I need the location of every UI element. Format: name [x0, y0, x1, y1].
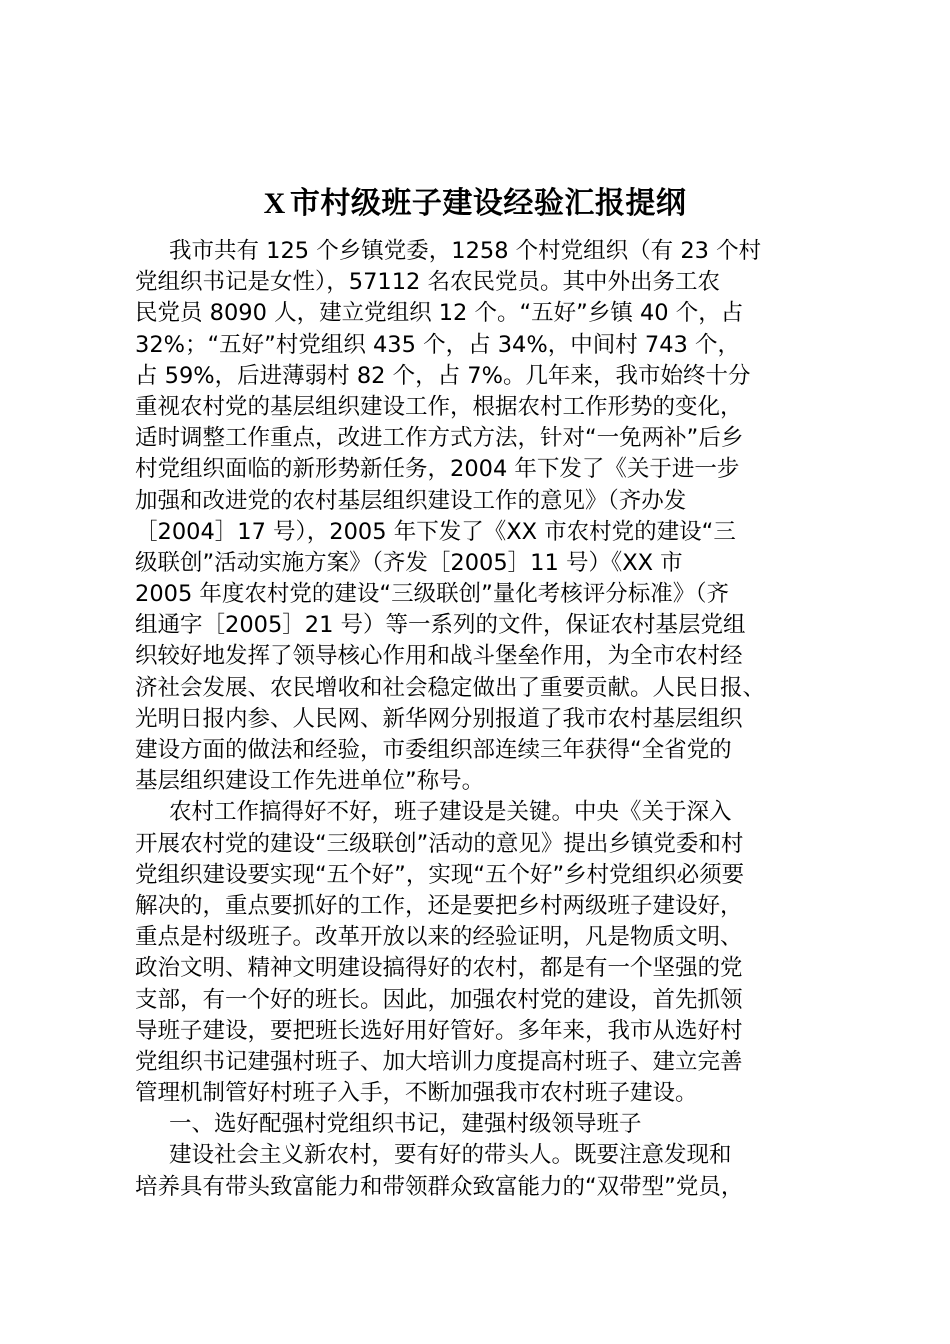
- paragraph-line: ［2004］17 号），2005 年下发了《XX 市农村党的建设“三: [135, 518, 736, 545]
- paragraph-line: 32%；“五好”村党组织 435 个，占 34%，中间村 743 个，: [135, 331, 740, 358]
- paragraph-line: 2005 年度农村党的建设“三级联创”量化考核评分标准》（齐: [135, 581, 729, 608]
- section-heading: 一、选好配强村党组织书记，建强村级领导班子: [169, 1111, 642, 1138]
- paragraph-line: 政治文明、精神文明建设搞得好的农村，都是有一个坚强的党: [135, 955, 743, 982]
- document-title: [0, 182, 950, 226]
- title-prefix: X: [263, 187, 286, 220]
- paragraph-line: 建设社会主义新农村，要有好的带头人。既要注意发现和: [169, 1142, 732, 1169]
- paragraph-line: 占 59%，后进薄弱村 82 个，占 7%。几年来，我市始终十分: [135, 362, 751, 389]
- paragraph-line: 基层组织建设工作先进单位”称号。: [135, 768, 485, 795]
- document-body: [135, 236, 835, 1203]
- paragraph-line: 开展农村党的建设“三级联创”活动的意见》提出乡镇党委和村: [135, 830, 744, 857]
- paragraph-line: 重视农村党的基层组织建设工作，根据农村工作形势的变化，: [135, 393, 743, 420]
- paragraph-line: 我市共有 125 个乡镇党委，1258 个村党组织（有 23 个村: [169, 238, 762, 264]
- paragraph-line: 重点是村级班子。改革开放以来的经验证明，凡是物质文明、: [135, 924, 743, 951]
- paragraph-line: 党组织书记建强村班子、加大培训力度提高村班子、建立完善: [135, 1048, 743, 1075]
- paragraph-line: 光明日报内参、人民网、新华网分别报道了我市农村基层组织: [135, 705, 743, 732]
- paragraph-line: 级联创”活动实施方案》（齐发［2005］11 号）《XX 市: [135, 549, 683, 576]
- paragraph-line: 建设方面的做法和经验，市委组织部连续三年获得“全省党的: [135, 737, 732, 763]
- paragraph-line: 导班子建设，要把班长选好用好管好。多年来，我市从选好村: [135, 1017, 743, 1044]
- paragraph-line: 村党组织面临的新形势新任务，2004 年下发了《关于进一步: [135, 456, 740, 483]
- paragraph-line: 济社会发展、农民增收和社会稳定做出了重要贡献。人民日报、: [135, 674, 766, 701]
- paragraph-line: 解决的，重点要抓好的工作，还是要把乡村两级班子建设好，: [135, 892, 743, 919]
- paragraph-line: 农村工作搞得好不好，班子建设是关键。中央《关于深入: [169, 799, 732, 826]
- title-text: 市村级班子建设经验汇报提纲: [289, 186, 687, 221]
- paragraph-line: 适时调整工作重点，改进工作方式方法，针对“一免两补”后乡: [135, 425, 744, 452]
- paragraph-line: 织较好地发挥了领导核心作用和战斗堡垒作用，为全市农村经: [135, 643, 743, 670]
- paragraph-line: 党组织书记是女性），57112 名农民党员。其中外出务工农: [135, 269, 720, 296]
- paragraph-line: 组通字［2005］21 号）等一系列的文件，保证农村基层党组: [135, 612, 746, 639]
- paragraph-line: 培养具有带头致富能力和带领群众致富能力的“双带型”党员，: [135, 1173, 744, 1200]
- paragraph-line: 加强和改进党的农村基层组织建设工作的意见》（齐办发: [135, 487, 687, 514]
- paragraph-line: 管理机制管好村班子入手，不断加强我市农村班子建设。: [135, 1080, 698, 1107]
- paragraph-line: 民党员 8090 人，建立党组织 12 个。“五好”乡镇 40 个，占: [135, 300, 744, 327]
- paragraph-line: 支部，有一个好的班长。因此，加强农村党的建设，首先抓领: [135, 986, 743, 1013]
- paragraph-line: 党组织建设要实现“五个好”，实现“五个好”乡村党组织必须要: [135, 861, 745, 888]
